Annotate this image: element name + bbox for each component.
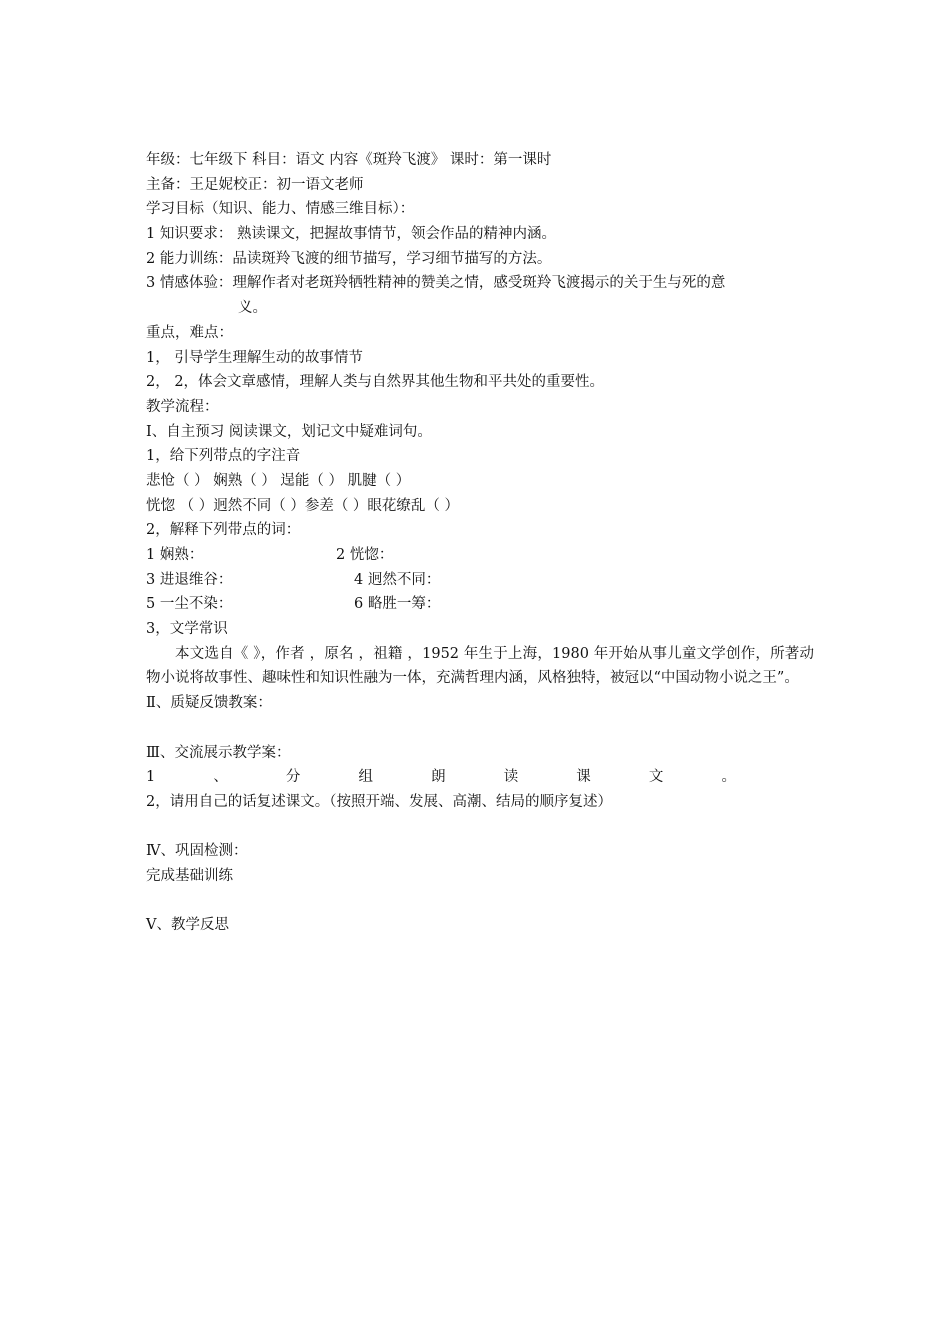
pinyin-row-1: 悲怆（ ） 娴熟（ ） 逞能（ ） 肌腱（ ） [146, 472, 411, 489]
blank-line [146, 716, 814, 741]
word-item: 6 略胜一筹： [354, 596, 441, 613]
key-points-title: 重点，难点： [146, 324, 233, 341]
spread-char: 课 [576, 769, 591, 786]
objectives-title: 学习目标（知识、能力、情感三维目标）： [146, 201, 415, 218]
process-title: 教学流程： [146, 398, 219, 415]
word-row [146, 592, 814, 617]
section-1-heading: Ⅰ、自主预习 阅读课文，划记文中疑难词句。 [146, 423, 432, 440]
spread-char: 文 [648, 769, 664, 786]
section-4-heading: Ⅳ、巩固检测： [146, 843, 248, 860]
word-item: 1 娴熟： [146, 547, 204, 563]
word-item: 4 迥然不同： [354, 571, 441, 588]
group-reading-line [146, 765, 736, 790]
section-4-text: 完成基础训练 [146, 867, 233, 884]
pinyin-question: 1，给下列带点的字注音 [146, 448, 301, 465]
retell-question: 2，请用自己的话复述课文。（按照开端、发展、高潮、结局的顺序复述） [146, 793, 612, 810]
spread-char: 分 [285, 769, 301, 786]
literature-question: 3，文学常识 [146, 621, 228, 638]
word-item: 5 一尘不染： [146, 596, 233, 613]
section-2-heading: Ⅱ、质疑反馈教案： [146, 695, 272, 712]
pinyin-row-2: 恍惚 （ ）迥然不同（ ）参差（ ）眼花缭乱（ ） [146, 497, 460, 514]
blank-line [146, 815, 814, 840]
word-explain-question: 2，解释下列带点的词： [146, 522, 301, 539]
objective-emotion-continued: 义。 [238, 300, 267, 317]
key-point-2: 2， 2，体会文章感情，理解人类与自然界其他生物和平共处的重要性。 [146, 374, 605, 391]
section-5-heading: Ⅴ、教学反思 [146, 917, 229, 934]
spread-char: 朗 [431, 769, 446, 786]
document-page [146, 148, 814, 938]
header-line-grade-subject: 年级：七年级下 科目：语文 内容《斑羚飞渡》 课时：第一课时 [146, 152, 552, 168]
word-item: 3 进退维谷： [146, 571, 233, 588]
word-item: 2 恍惚： [336, 547, 394, 563]
spread-char: 读 [503, 769, 519, 786]
spread-char: 。 [721, 769, 736, 786]
section-3-heading: Ⅲ、交流展示教学案： [146, 744, 291, 761]
blank-line [146, 889, 814, 914]
spread-char: 组 [358, 769, 374, 786]
header-line-author: 主备：王足妮校正：初一语文老师 [146, 176, 364, 193]
objective-ability: 2 能力训练：品读斑羚飞渡的细节描写，学习细节描写的方法。 [146, 250, 552, 267]
objective-knowledge: 1 知识要求： 熟读课文，把握故事情节，领会作品的精神内涵。 [146, 226, 556, 243]
literature-paragraph: 本文选自《 》，作者 ，原名 ，祖籍 ，1952 年生于上海，1980 年开始从事儿童文学创作，所著动物小说将故事性、趣味性和知识性融为一体，充满哲理内涵，风格独特，被冠以“中国动物小说之王”。 [146, 645, 814, 687]
objective-emotion: 3 情感体验：理解作者对老斑羚牺牲精神的赞美之情，感受斑羚飞渡揭示的关于生与死的意 [146, 275, 726, 292]
word-row [146, 543, 814, 568]
word-row [146, 568, 814, 593]
key-point-1: 1， 引导学生理解生动的故事情节 [146, 349, 363, 366]
spread-char: 、 [213, 769, 228, 786]
spread-char: 1 [146, 769, 156, 786]
